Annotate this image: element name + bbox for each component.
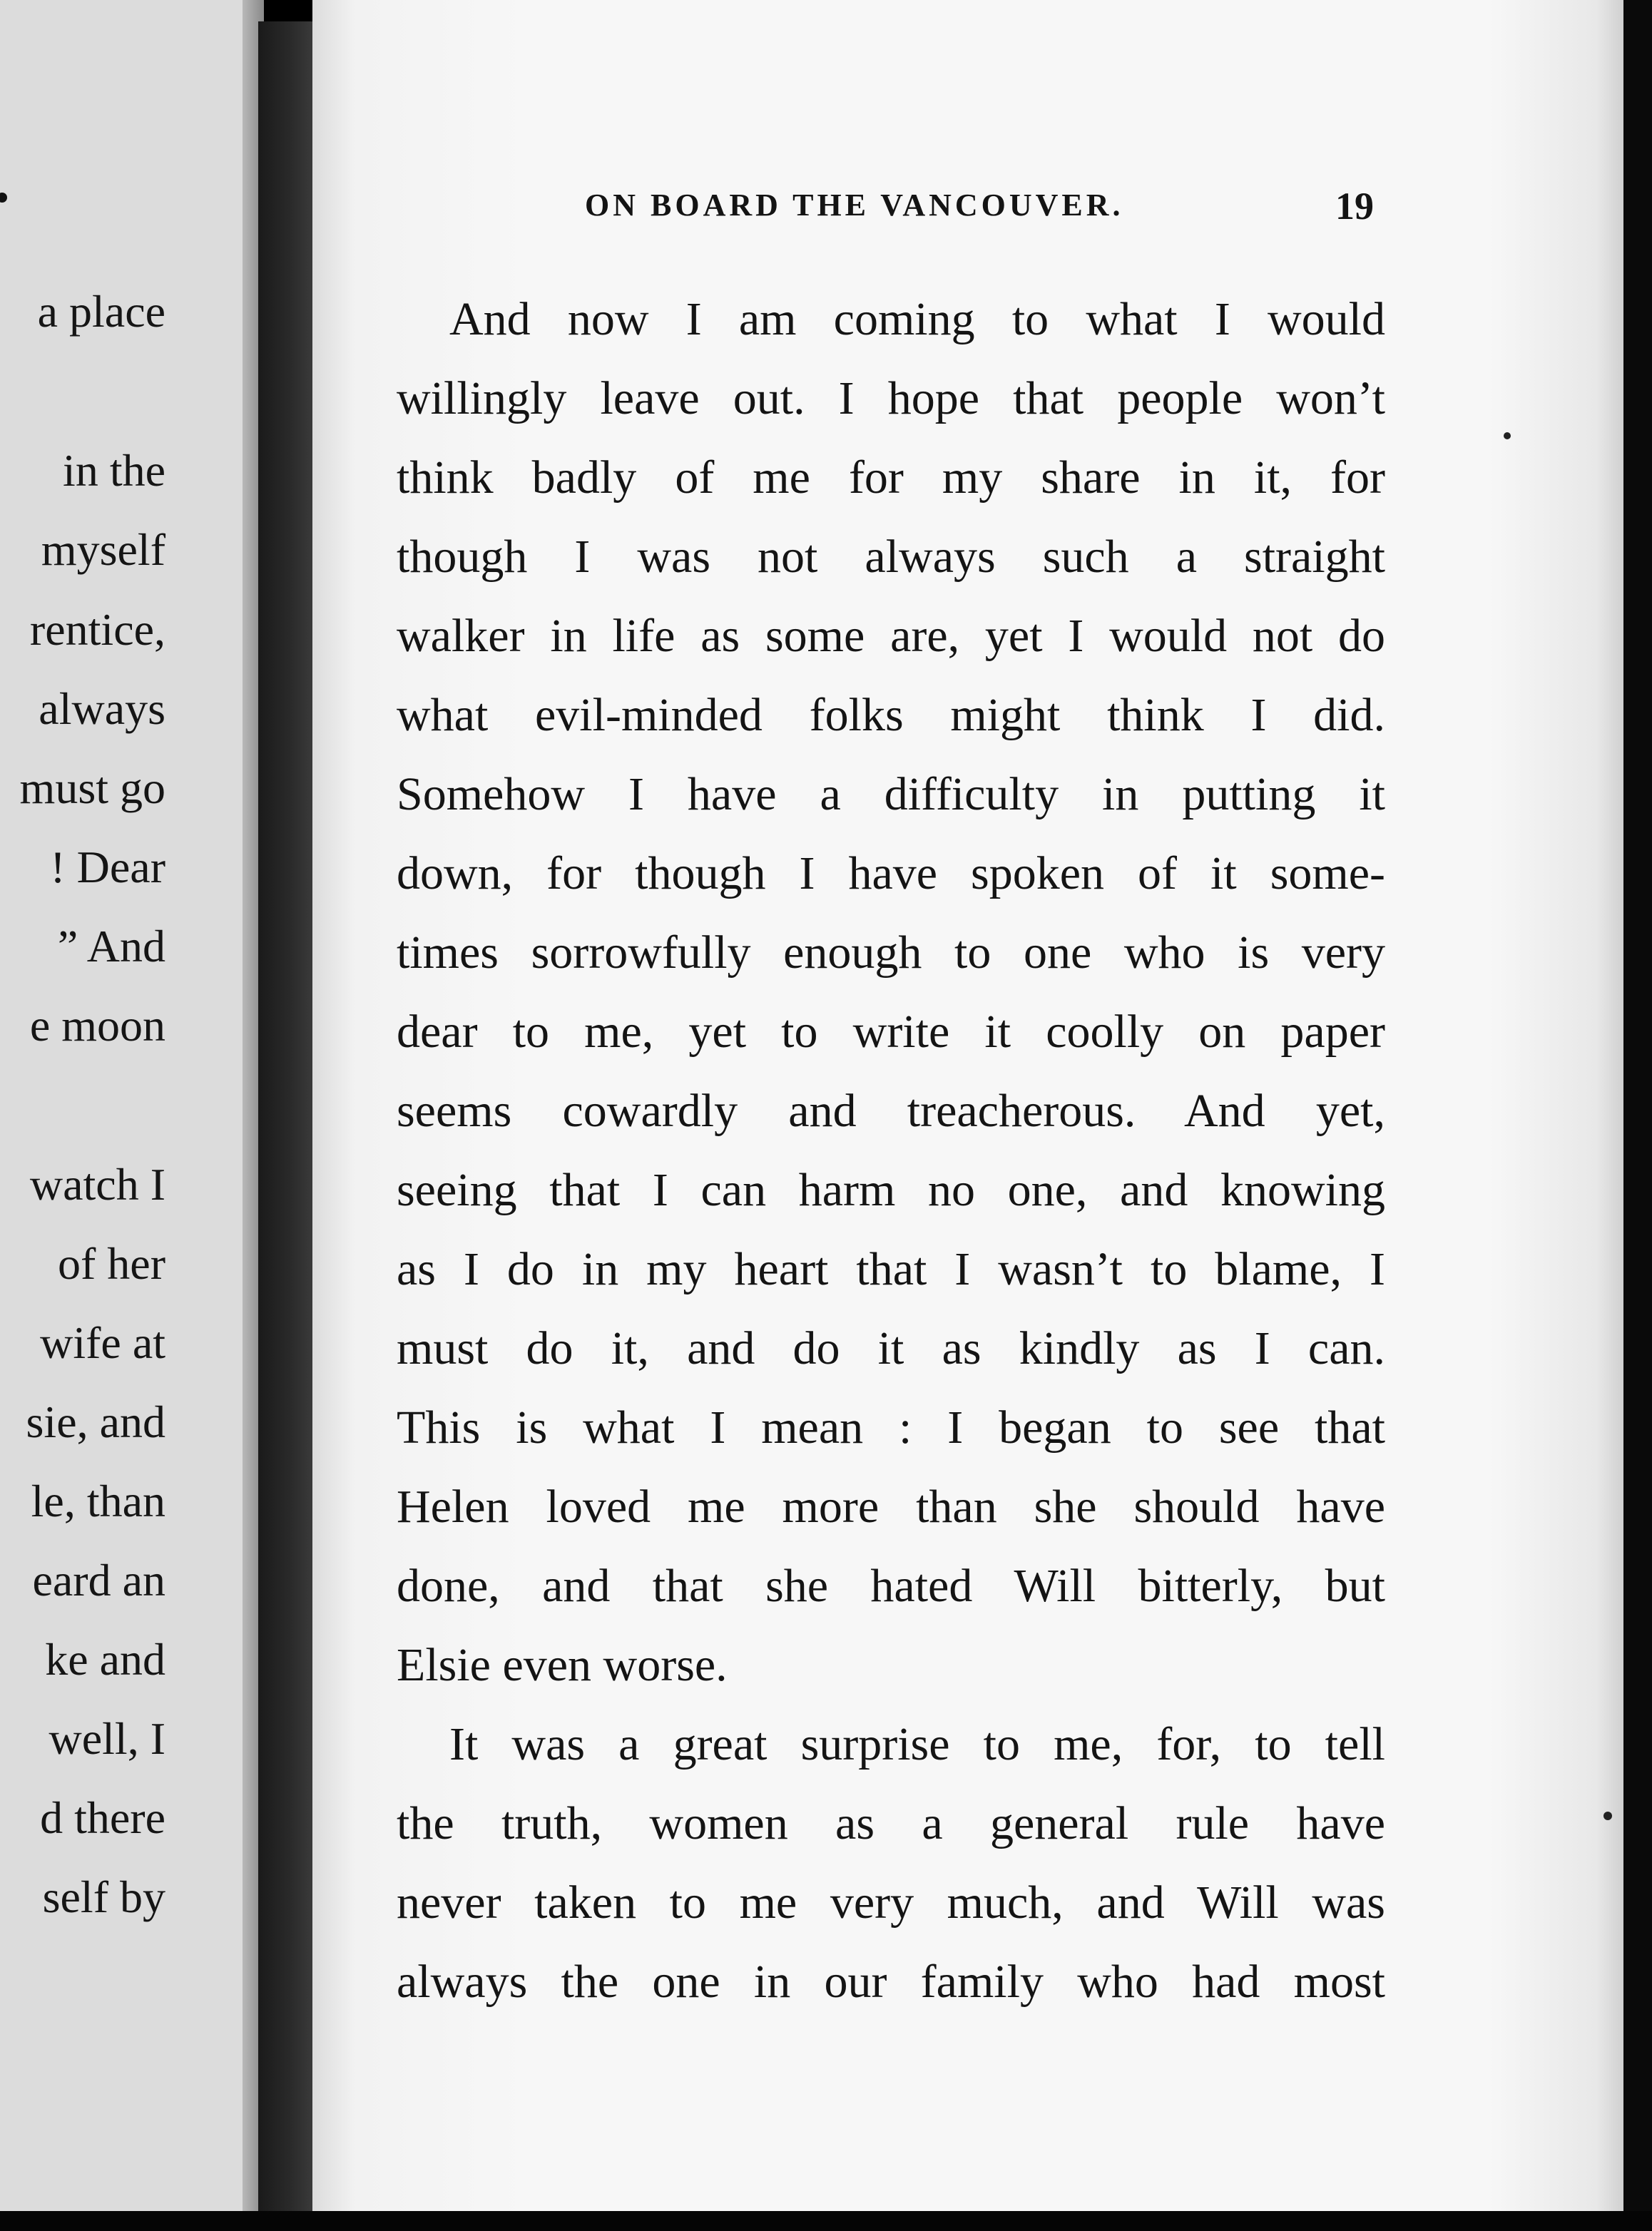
facing-page-line: well, I [49, 1713, 165, 1764]
ink-speck [1603, 1812, 1612, 1820]
facing-page-line: ke and [45, 1634, 165, 1685]
facing-page-line: myself [41, 524, 165, 575]
text-line: Elsie even worse. [397, 1639, 728, 1691]
text-line: down, for though I have spoken of it some- [397, 847, 1385, 899]
facing-page-line: in the [63, 445, 165, 496]
facing-page-line: wife at [40, 1317, 165, 1368]
facing-page-line: self by [42, 1872, 165, 1922]
facing-page-line: always [39, 683, 165, 734]
running-head: ON BOARD THE VANCOUVER. [585, 188, 1124, 223]
facing-page-line: sie, and [26, 1397, 165, 1447]
ink-speck [1504, 432, 1511, 439]
book-spine [258, 21, 312, 2211]
page-body [397, 280, 1385, 2021]
text-line: seems cowardly and treacherous. And yet, [397, 1085, 1385, 1137]
facing-page-line: watch I [29, 1159, 165, 1210]
page-edge [1623, 0, 1652, 2231]
facing-page-line: of her [57, 1238, 165, 1289]
facing-page-fragment [0, 0, 243, 2211]
text-line: walker in life as some are, yet I would not do [397, 610, 1385, 662]
text-line: Somehow I have a difficulty in putting it [397, 768, 1385, 820]
facing-page-line: must go [19, 762, 165, 813]
text-line: dear to me, yet to write it coolly on paper [397, 1006, 1385, 1058]
text-line: always the one in our family who had most [397, 1956, 1385, 2008]
text-line: times sorrowfully enough to one who is very [397, 926, 1385, 979]
facing-page-line: a place [37, 286, 165, 337]
facing-page-line: d there [40, 1792, 165, 1843]
text-line: what evil-minded folks might think I did. [397, 689, 1385, 741]
facing-page-line: ! Dear [50, 842, 165, 892]
text-line: must do it, and do it as kindly as I can. [397, 1322, 1385, 1374]
bottom-edge [0, 2211, 1652, 2231]
text-line: never taken to me very much, and Will was [397, 1877, 1385, 1929]
facing-page-line: e moon [29, 1000, 165, 1051]
text-line: as I do in my heart that I wasn’t to blame, I [397, 1243, 1385, 1295]
punctuation-dot [0, 193, 7, 203]
text-line: seeing that I can harm no one, and knowing [397, 1164, 1385, 1216]
text-line: think badly of me for my share in it, for [397, 451, 1385, 504]
facing-page-line: rentice, [29, 604, 165, 655]
text-line: It was a great surprise to me, for, to tell [449, 1718, 1385, 1770]
paragraph [397, 280, 1385, 1705]
facing-page-line: eard an [32, 1555, 165, 1605]
facing-page-line: ” And [57, 921, 165, 971]
paragraph [397, 1705, 1385, 2021]
text-line: though I was not always such a straight [397, 531, 1385, 583]
text-line: And now I am coming to what I would [449, 293, 1385, 345]
facing-page-line: le, than [31, 1476, 165, 1526]
page-number: 19 [1335, 185, 1374, 228]
text-line: Helen loved me more than she should have [397, 1481, 1385, 1533]
text-line: willingly leave out. I hope that people won’t [397, 372, 1385, 424]
text-line: the truth, women as a general rule have [397, 1797, 1385, 1849]
text-line: This is what I mean : I began to see that [397, 1402, 1385, 1454]
text-line: done, and that she hated Will bitterly, but [397, 1560, 1385, 1612]
